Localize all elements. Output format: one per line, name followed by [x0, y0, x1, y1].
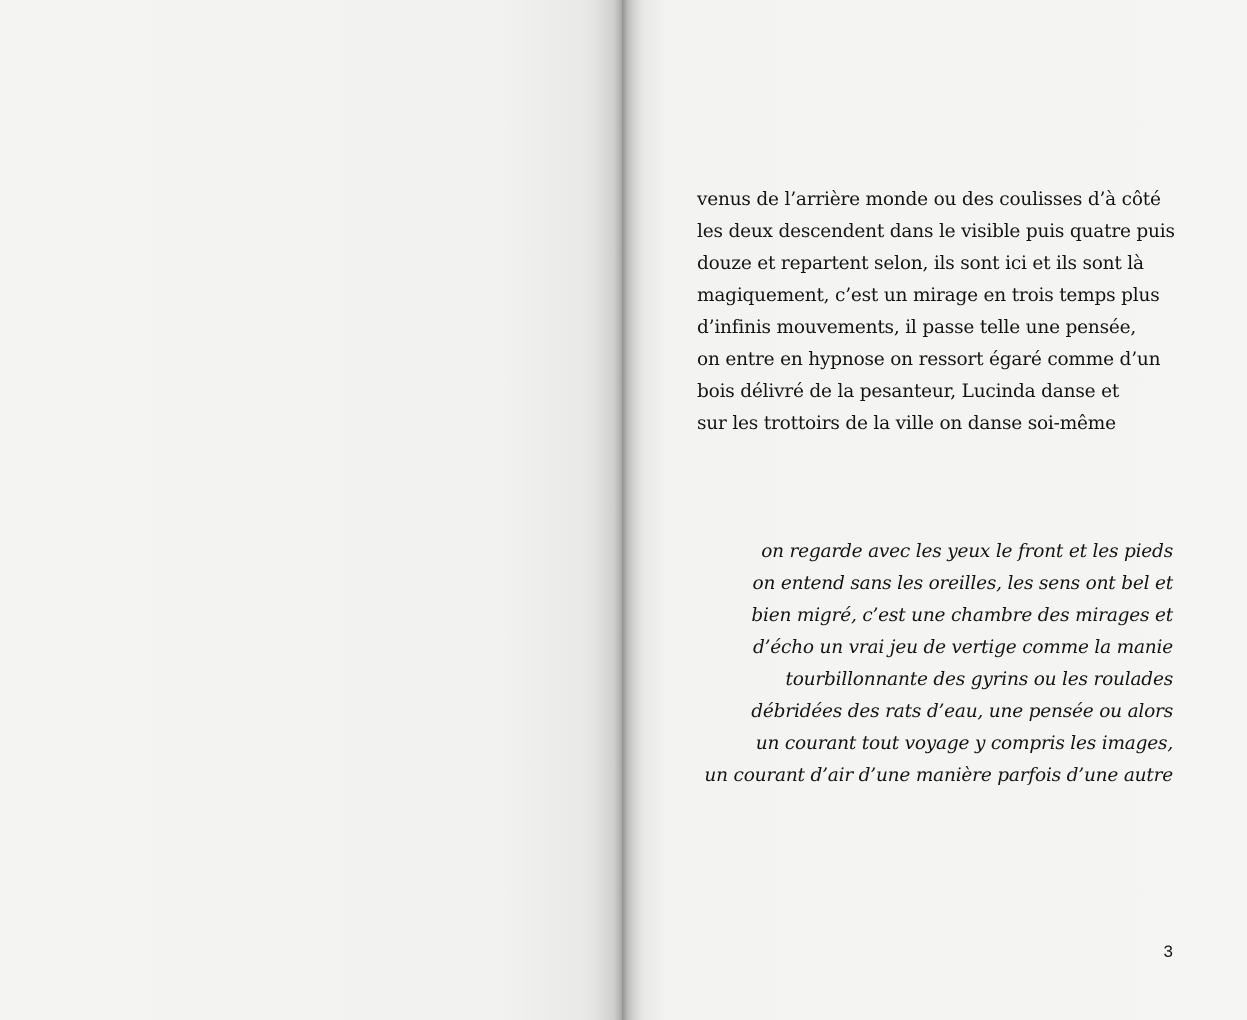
italic-stanza — [704, 536, 1173, 792]
poem-line: bien migré, c’est une chambre des mirages et — [751, 605, 1173, 626]
poem-line: un courant tout voyage y compris les images, — [755, 733, 1173, 754]
book-gutter — [598, 0, 642, 1020]
poem-line: magiquement, c’est un mirage en trois temps plus — [697, 285, 1160, 306]
poem-line: on entre en hypnose on ressort égaré comme d’un — [697, 349, 1161, 370]
poem-line: sur les trottoirs de la ville on danse soi-même — [697, 413, 1116, 434]
poem-line: d’infinis mouvements, il passe telle une pensée, — [697, 317, 1137, 338]
poem-line: venus de l’arrière monde ou des coulisses d’à côté — [697, 189, 1161, 210]
poem-line: on regarde avec les yeux le front et les pieds — [761, 541, 1173, 562]
poem-line: débridées des rats d’eau, une pensée ou alors — [751, 701, 1173, 722]
poem-line: on entend sans les oreilles, les sens ont bel et — [752, 573, 1173, 594]
left-page — [0, 0, 622, 1020]
upright-stanza — [697, 184, 1175, 440]
poem-line: douze et repartent selon, ils sont ici et ils sont là — [697, 253, 1144, 274]
poem-line: les deux descendent dans le visible puis quatre puis — [697, 221, 1175, 242]
poem-line: un courant d’air d’une manière parfois d’une autre — [704, 765, 1173, 786]
right-page — [622, 0, 1247, 1020]
poem-line: bois délivré de la pesanteur, Lucinda danse et — [697, 381, 1120, 402]
poem-line: tourbillonnante des gyrins ou les roulades — [785, 669, 1173, 690]
page-number: 3 — [1163, 942, 1173, 961]
poem-line: d’écho un vrai jeu de vertige comme la manie — [752, 637, 1173, 658]
